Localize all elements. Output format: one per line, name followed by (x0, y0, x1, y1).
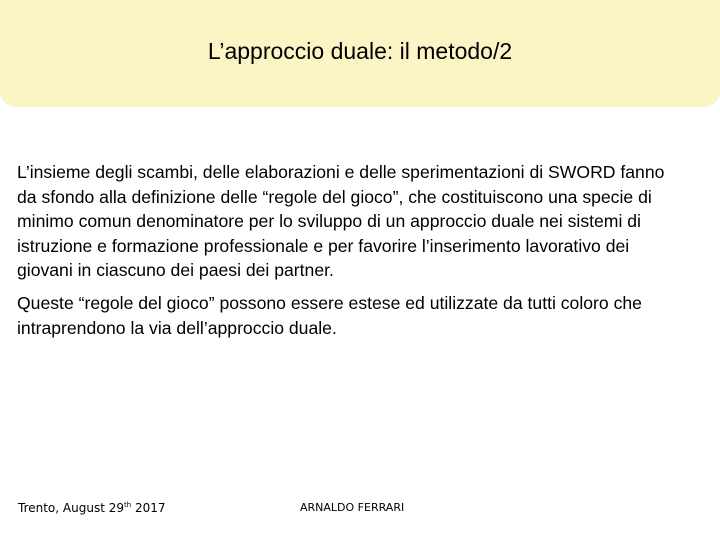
body-paragraph-1: L’insieme degli scambi, delle elaborazioni e delle sperimentazioni di SWORD fanno da sfondo alla definizione delle “regole del gioco”, che costituiscono una specie di minimo comun denominatore per lo sviluppo di un approccio duale nei sistemi di istruzione e formazione professionale e per favorire l’inserimento lavorativo dei giovani in ciascuno dei paesi dei partner. (17, 162, 665, 281)
footer-author: ARNALDO FERRARI (300, 501, 405, 514)
body-paragraph-2: Queste “regole del gioco” possono essere estese ed utilizzate da tutti coloro che intraprendono la via dell’approccio duale. (17, 292, 642, 338)
footer-date-suffix: th (123, 501, 132, 509)
footer-place-date (18, 500, 166, 516)
title-banner (0, 0, 720, 107)
slide-title: L’approccio duale: il metodo/2 (207, 38, 513, 64)
slide-body (17, 160, 677, 340)
footer-date-prefix: Trento, August 29 (18, 501, 124, 515)
footer-date-year: 2017 (131, 501, 166, 515)
